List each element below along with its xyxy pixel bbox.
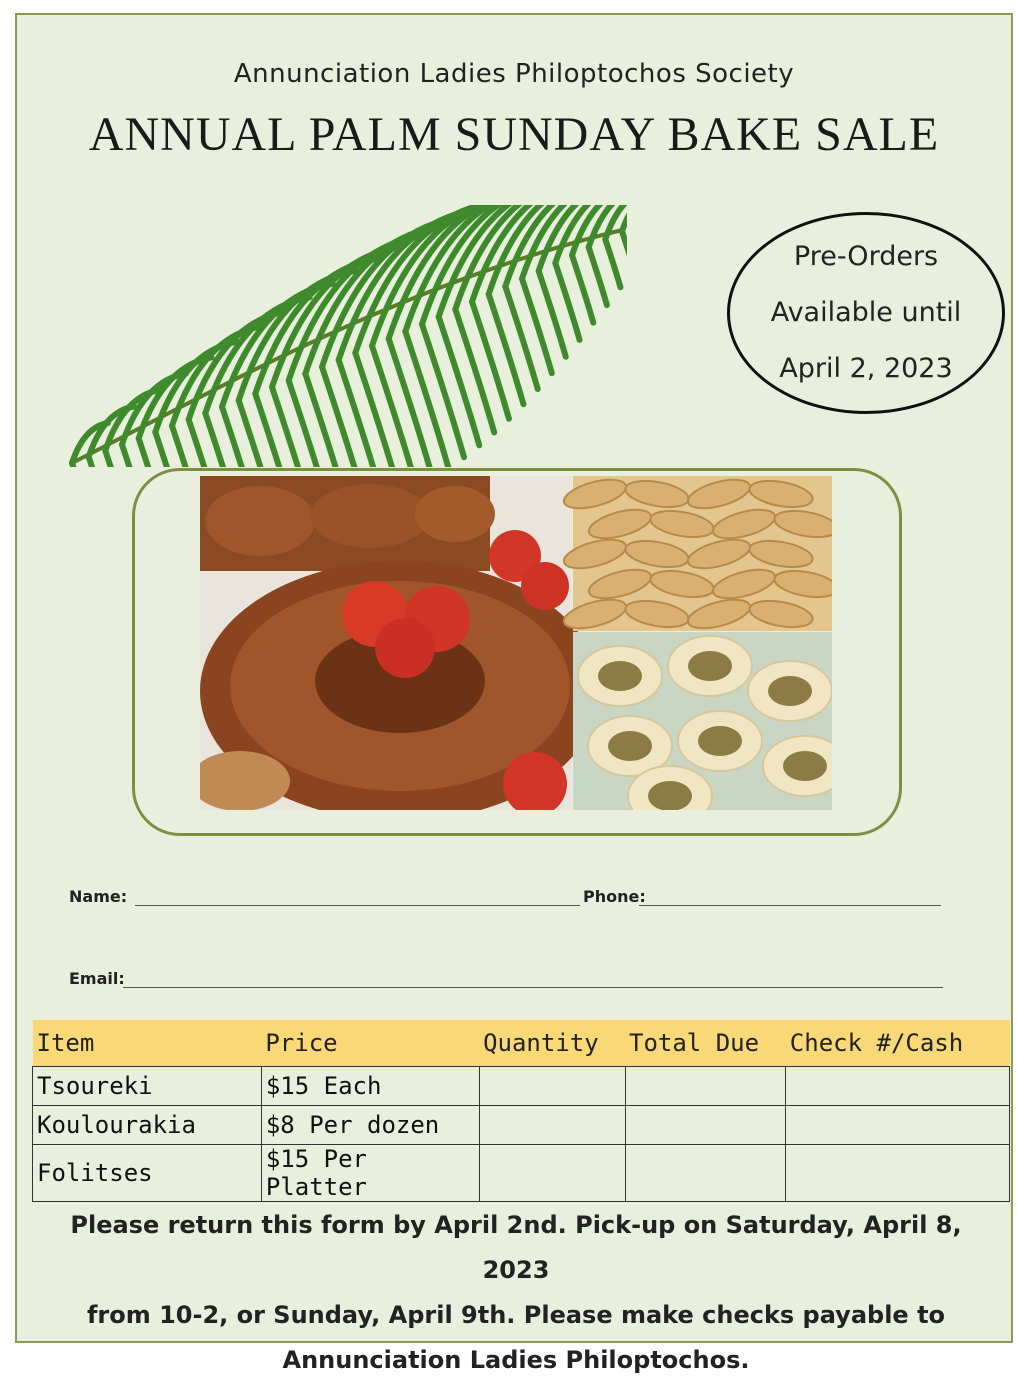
table-row [33, 1067, 1010, 1106]
total-due-cell[interactable] [625, 1106, 786, 1145]
folitsa-filling [608, 731, 652, 761]
footer-line-2: from 10-2, or Sunday, April 9th. Please make checks payable to [86, 1301, 946, 1329]
order-table [32, 1020, 1010, 1202]
palm-frond [472, 302, 509, 419]
header-item: Item [33, 1020, 262, 1067]
check-cash-cell[interactable] [786, 1067, 1010, 1106]
palm-frond [622, 231, 627, 269]
palm-frond [405, 331, 448, 467]
quantity-cell[interactable] [479, 1145, 625, 1202]
quantity-cell[interactable] [479, 1067, 625, 1106]
header-total-due: Total Due [625, 1020, 786, 1067]
footer-instructions [37, 1203, 995, 1383]
organization-name: Annunciation Ladies Philoptochos Society [233, 59, 795, 89]
email-label: Email: [69, 969, 125, 988]
total-due-cell[interactable] [625, 1067, 786, 1106]
flyer-page [15, 13, 1013, 1374]
item-cell: Folitses [33, 1145, 262, 1202]
table-row [33, 1145, 1010, 1202]
palm-frond [105, 451, 123, 467]
bakery-photo-collage [200, 476, 832, 810]
palm-frond [455, 309, 494, 432]
name-label: Name: [69, 887, 128, 906]
folitsa-filling [698, 726, 742, 756]
quantity-cell[interactable] [479, 1106, 625, 1145]
palm-frond [72, 463, 84, 467]
check-cash-cell[interactable] [786, 1106, 1010, 1145]
item-cell: Koulourakia [33, 1106, 262, 1145]
price-cell: $15 Per Platter [261, 1145, 479, 1202]
palm-frond [605, 239, 620, 287]
folitsa-filling [688, 651, 732, 681]
palm-frond [439, 317, 480, 445]
preorder-badge [727, 212, 1005, 414]
preorder-line-1: Pre-Orders [793, 241, 939, 272]
palm-frond [572, 255, 593, 322]
palm-frond [422, 324, 464, 457]
folitsa-filling [783, 751, 827, 781]
item-cell: Tsoureki [33, 1067, 262, 1106]
table-header-row [33, 1020, 1010, 1067]
folitsa-filling [598, 661, 642, 691]
header-check-cash: Check #/Cash [786, 1020, 1010, 1067]
check-cash-cell[interactable] [786, 1145, 1010, 1202]
palm-frond [589, 247, 607, 305]
folitsa-filling [648, 781, 692, 810]
price-cell: $8 Per dozen [261, 1106, 479, 1145]
preorder-line-2: Available until [770, 297, 962, 328]
total-due-cell[interactable] [625, 1145, 786, 1202]
palm-frond [89, 457, 104, 467]
email-field[interactable] [123, 987, 943, 988]
header-price: Price [261, 1020, 479, 1067]
header-quantity: Quantity [479, 1020, 625, 1067]
palm-frond [489, 294, 524, 404]
folitsa-filling [768, 676, 812, 706]
name-field[interactable] [135, 905, 580, 906]
page-title: ANNUAL PALM SUNDAY BAKE SALE [88, 108, 940, 161]
preorder-line-3: April 2, 2023 [779, 353, 953, 384]
phone-label: Phone: [583, 887, 646, 906]
footer-line-3: Annunciation Ladies Philoptochos. [282, 1346, 750, 1374]
palm-frond [505, 286, 537, 389]
palm-leaf-icon [67, 205, 627, 467]
table-row [33, 1106, 1010, 1145]
phone-field[interactable] [639, 905, 941, 906]
price-cell: $15 Each [261, 1067, 479, 1106]
footer-line-1: Please return this form by April 2nd. Pick-up on Saturday, April 8, 2023 [70, 1211, 962, 1284]
